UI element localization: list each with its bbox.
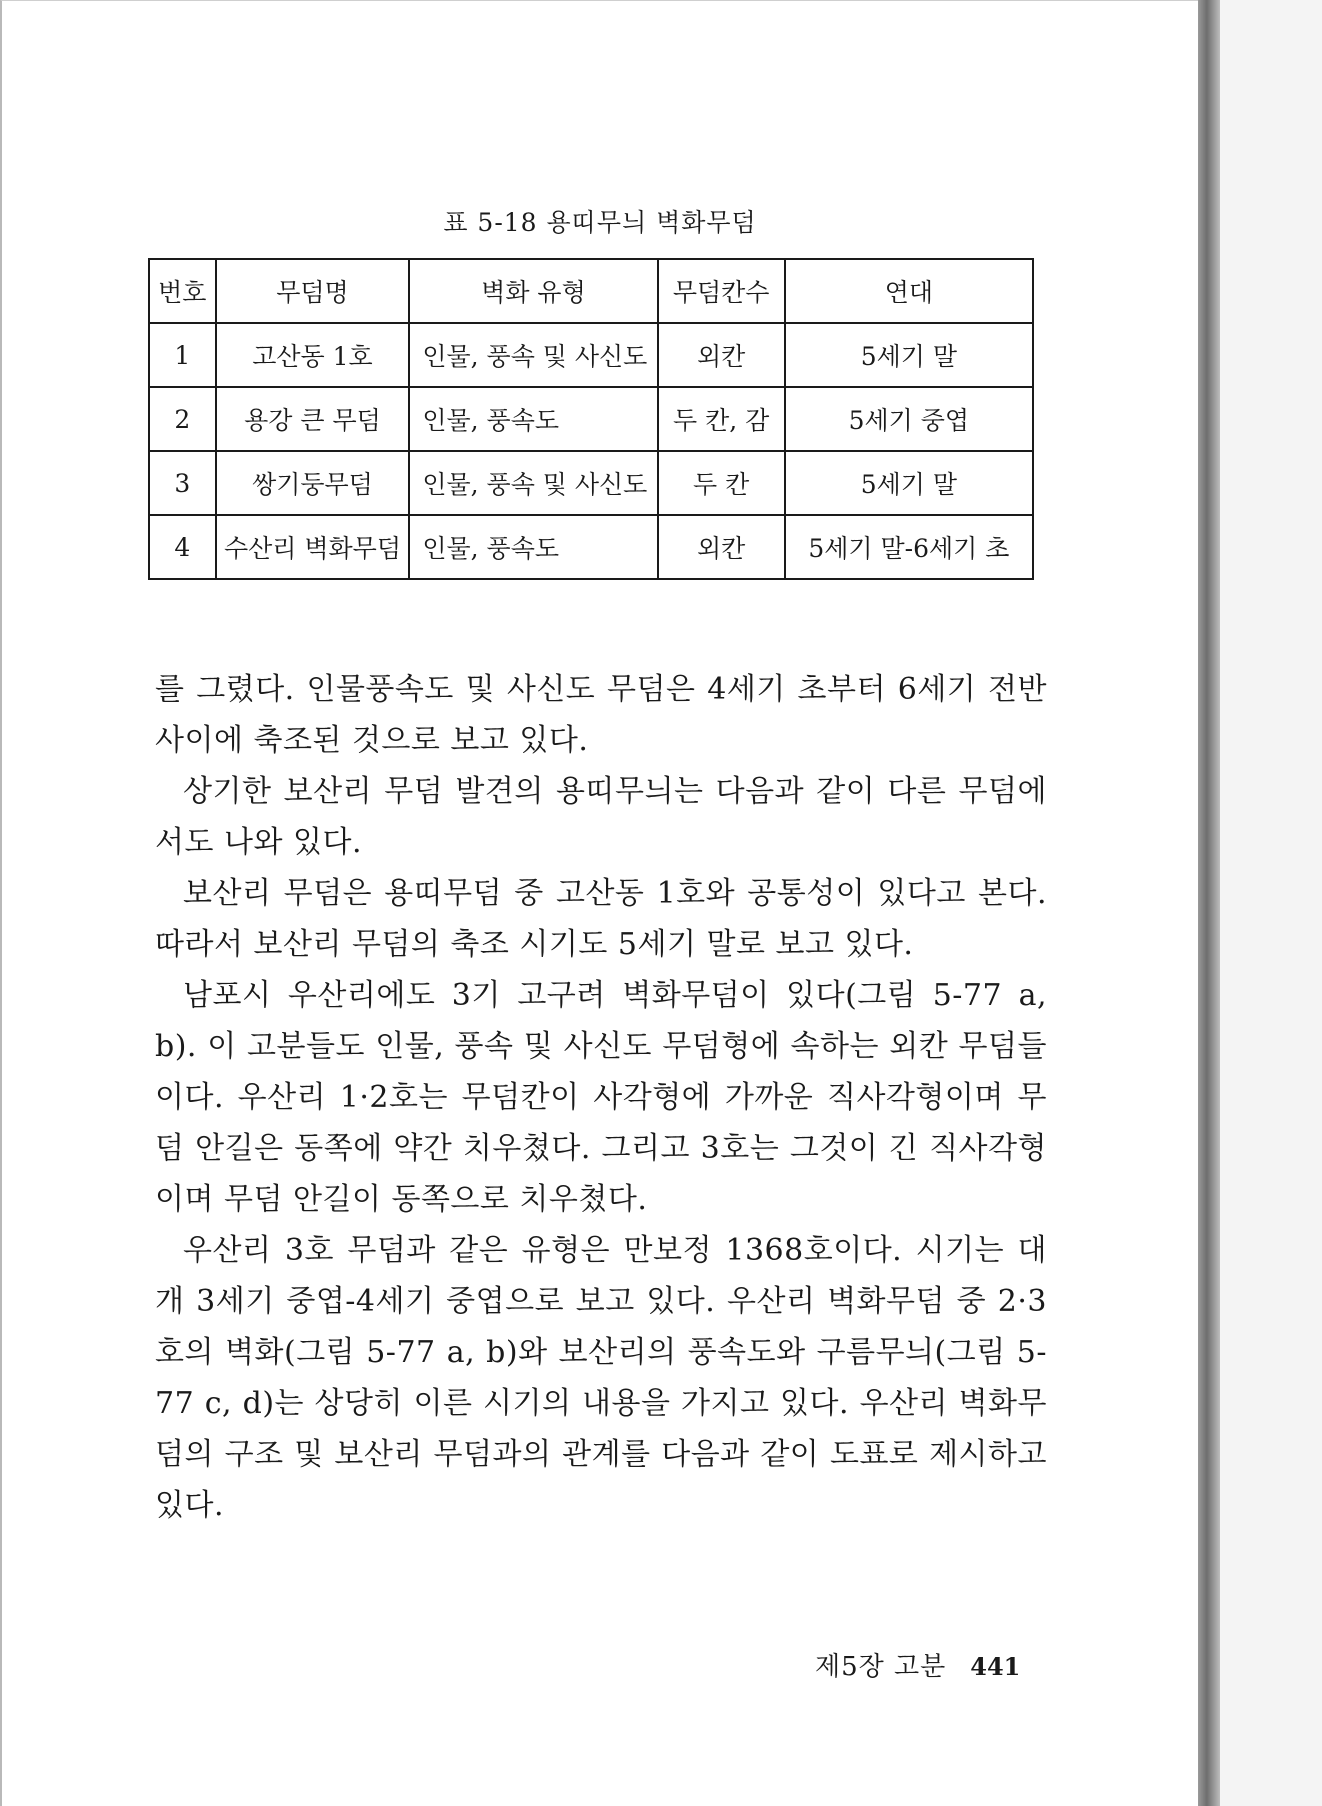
cell-period: 5세기 말 bbox=[785, 451, 1033, 515]
page-number: 441 bbox=[970, 1652, 1021, 1681]
body-text bbox=[155, 664, 1047, 1531]
scan-background bbox=[1220, 0, 1322, 1806]
chapter-label: 제5장 고분 bbox=[815, 1652, 947, 1682]
table-row bbox=[149, 387, 1033, 451]
cell-chamber-count: 외칸 bbox=[658, 515, 785, 579]
mural-tomb-table bbox=[148, 258, 1034, 580]
cell-tomb-name: 용강 큰 무덤 bbox=[216, 387, 410, 451]
cell-period: 5세기 중엽 bbox=[785, 387, 1033, 451]
paragraph: 남포시 우산리에도 3기 고구려 벽화무덤이 있다(그림 5-77 a, b). 이 고분들도 인물, 풍속 및 사신도 무덤형에 속하는 외칸 무덤들이다. 우산리 1·2호는 무덤칸이 사각형에 가까운 직사각형이며 무덤 안길은 동쪽에 약간 치우쳤다. 그리고 3호는 그것이 긴 직사각형이며 무덤 안길이 동쪽으로 치우쳤다. bbox=[155, 978, 1047, 1217]
paragraph: 를 그렸다. 인물풍속도 및 사신도 무덤은 4세기 초부터 6세기 전반 사이에 축조된 것으로 보고 있다. bbox=[155, 672, 1047, 758]
table-row bbox=[149, 515, 1033, 579]
table-row bbox=[149, 323, 1033, 387]
cell-mural-type: 인물, 풍속도 bbox=[409, 387, 657, 451]
paragraph: 보산리 무덤은 용띠무덤 중 고산동 1호와 공통성이 있다고 본다. 따라서 보산리 무덤의 축조 시기도 5세기 말로 보고 있다. bbox=[155, 876, 1047, 962]
cell-mural-type: 인물, 풍속 및 사신도 bbox=[409, 323, 657, 387]
cell-chamber-count: 두 칸 bbox=[658, 451, 785, 515]
cell-number: 2 bbox=[149, 387, 216, 451]
cell-tomb-name: 수산리 벽화무덤 bbox=[216, 515, 410, 579]
cell-mural-type: 인물, 풍속도 bbox=[409, 515, 657, 579]
cell-number: 3 bbox=[149, 451, 216, 515]
table-row bbox=[149, 451, 1033, 515]
cell-period: 5세기 말 bbox=[785, 323, 1033, 387]
cell-number: 1 bbox=[149, 323, 216, 387]
cell-number: 4 bbox=[149, 515, 216, 579]
cell-tomb-name: 고산동 1호 bbox=[216, 323, 410, 387]
table-caption: 표 5-18 용띠무늬 벽화무덤 bbox=[443, 208, 757, 237]
cell-tomb-name: 쌍기둥무덤 bbox=[216, 451, 410, 515]
cell-mural-type: 인물, 풍속 및 사신도 bbox=[409, 451, 657, 515]
header-chamber-count: 무덤칸수 bbox=[658, 259, 785, 323]
paragraph: 상기한 보산리 무덤 발견의 용띠무늬는 다음과 같이 다른 무덤에서도 나와 있다. bbox=[155, 774, 1047, 860]
cell-period: 5세기 말-6세기 초 bbox=[785, 515, 1033, 579]
header-number: 번호 bbox=[149, 259, 216, 323]
header-tomb-name: 무덤명 bbox=[216, 259, 410, 323]
cell-chamber-count: 두 칸, 감 bbox=[658, 387, 785, 451]
page-edge-shadow bbox=[1198, 0, 1220, 1806]
table-header-row bbox=[149, 259, 1033, 323]
header-period: 연대 bbox=[785, 259, 1033, 323]
cell-chamber-count: 외칸 bbox=[658, 323, 785, 387]
page-footer bbox=[815, 1646, 1020, 1683]
header-mural-type: 벽화 유형 bbox=[409, 259, 657, 323]
paragraph: 우산리 3호 무덤과 같은 유형은 만보정 1368호이다. 시기는 대개 3세기 중엽-4세기 중엽으로 보고 있다. 우산리 벽화무덤 중 2·3호의 벽화(그림 5-77 a, b)와 보산리의 풍속도와 구름무늬(그림 5-77 c, d)는 상당히 이른 시기의 내용을 가지고 있다. 우산리 벽화무덤의 구조 및 보산리 무덤과의 관계를 다음과 같이 도표로 제시하고 있다. bbox=[155, 1233, 1047, 1523]
